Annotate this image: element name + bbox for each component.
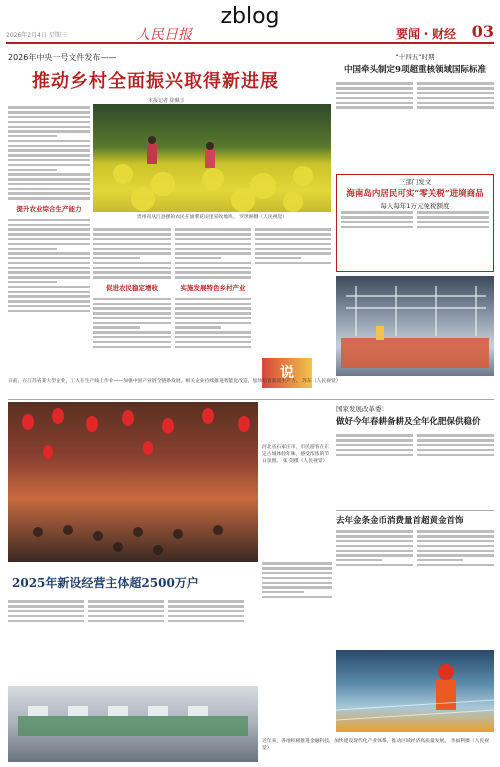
- greeked-text-line: [255, 228, 331, 230]
- greeked-text-line: [93, 262, 171, 264]
- greeked-text-line: [93, 252, 171, 254]
- factory-illustration: [336, 276, 494, 376]
- greeked-text-line: [8, 228, 90, 230]
- greeked-text-line: [255, 252, 331, 254]
- greeked-text-line: [417, 106, 494, 108]
- greeked-text-line: [417, 545, 494, 547]
- greeked-text-line: [175, 346, 251, 348]
- dateline: 2026年2月4日 星期三: [6, 32, 67, 39]
- greeked-text-line: [417, 550, 494, 552]
- story1-photo-caption: 贵州省从江县摆的农民在油菜花田里采收地块。 罗世洲摄（人民视觉）: [136, 215, 288, 220]
- greeked-text-line: [175, 228, 251, 230]
- greeked-text-line: [417, 449, 494, 451]
- greeked-text-line: [8, 252, 90, 254]
- production-line-illustration: [8, 686, 258, 762]
- greeked-text-line: [8, 188, 90, 190]
- greeked-text-line: [88, 620, 164, 622]
- story5-text-col1: [336, 432, 413, 506]
- greeked-text-line: [8, 267, 90, 269]
- greeked-text-line: [175, 252, 251, 254]
- story6-text-col1: [336, 528, 413, 646]
- story7-worker-photo: [336, 650, 494, 732]
- greeked-text-line: [175, 276, 251, 278]
- greeked-text-line: [417, 97, 494, 99]
- greeked-text-line: [262, 582, 332, 584]
- story4-headline: 2025年新设经营主体超2500万户: [12, 576, 199, 590]
- greeked-text-line: [8, 169, 57, 171]
- greeked-text-line: [93, 248, 171, 250]
- greeked-text-line: [175, 326, 221, 328]
- story4-photo: [336, 276, 494, 376]
- greeked-text-line: [88, 615, 164, 617]
- greeked-text-line: [93, 331, 171, 333]
- greeked-text-line: [262, 567, 332, 569]
- story5-headline: 做好今年春耕备耕及全年化肥保供稳价: [336, 417, 481, 427]
- greeked-text-line: [8, 300, 90, 302]
- story3-headline: 海南岛内居民可实“零关税”进境商品: [346, 189, 484, 199]
- story1-text-col1: [8, 104, 90, 396]
- story1-subhead-2: 促进农民稳定增收: [106, 283, 158, 292]
- greeked-text-line: [255, 248, 331, 250]
- greeked-text-line: [8, 610, 84, 612]
- greeked-text-line: [336, 92, 413, 94]
- greeked-text-line: [93, 298, 171, 300]
- story3-deck: 每人每年1万元免税额度: [380, 202, 450, 210]
- greeked-text-line: [8, 233, 90, 235]
- greeked-text-line: [175, 267, 251, 269]
- greeked-text-line: [175, 341, 251, 343]
- greeked-text-line: [93, 326, 140, 328]
- greeked-text-line: [8, 116, 90, 118]
- greeked-text-line: [93, 257, 140, 259]
- greeked-text-line: [336, 540, 413, 542]
- story5-header: [336, 404, 494, 430]
- story1-header: [8, 52, 330, 104]
- greeked-text-line: [336, 87, 413, 89]
- greeked-text-line: [93, 341, 171, 343]
- banner-text: 说: [280, 365, 294, 381]
- greeked-text-line: [93, 322, 171, 324]
- greeked-text-line: [8, 281, 57, 283]
- greeked-text-line: [93, 303, 171, 305]
- greeked-text-line: [8, 164, 90, 166]
- greeked-text-line: [93, 228, 171, 230]
- greeked-text-line: [8, 248, 57, 250]
- greeked-text-line: [8, 238, 90, 240]
- story2-text-col2: [417, 80, 494, 172]
- greeked-text-line: [417, 102, 494, 104]
- greeked-text-line: [175, 303, 251, 305]
- story4-text-col3: [168, 598, 244, 682]
- story2-headline: 中国牵头制定9项超重核领域国际标准: [344, 65, 486, 75]
- greeked-text-line: [8, 149, 90, 151]
- greeked-text-line: [417, 82, 494, 84]
- greeked-text-line: [8, 121, 90, 123]
- greeked-text-line: [175, 336, 251, 338]
- greeked-text-line: [417, 439, 494, 441]
- greeked-text-line: [8, 140, 90, 142]
- greeked-text-line: [8, 605, 84, 607]
- greeked-text-line: [8, 178, 90, 180]
- story6-header: [336, 510, 494, 526]
- story4-header: [12, 574, 252, 596]
- story6-headline: 去年金条金币消费量首超黄金首饰: [336, 516, 464, 526]
- greeked-text-line: [93, 346, 171, 348]
- greeked-text-line: [93, 336, 171, 338]
- greeked-text-line: [168, 615, 244, 617]
- greeked-text-line: [88, 610, 164, 612]
- story1-subhead-3: 实施发展特色乡村产业: [180, 283, 246, 292]
- lantern-street-illustration: [8, 402, 258, 562]
- greeked-text-line: [417, 530, 494, 532]
- greeked-text-line: [255, 262, 331, 264]
- greeked-text-line: [417, 559, 463, 561]
- story1-byline: 本报记者 徐佩玉: [148, 98, 185, 104]
- story3-text-col1: [341, 209, 413, 269]
- greeked-text-line: [417, 226, 489, 228]
- greeked-text-line: [417, 454, 494, 456]
- greeked-text-line: [93, 307, 171, 309]
- greeked-text-line: [341, 211, 413, 213]
- section-title: 要闻・财经: [395, 27, 456, 41]
- greeked-text-line: [175, 262, 251, 264]
- greeked-text-line: [168, 605, 244, 607]
- greeked-text-line: [93, 267, 171, 269]
- greeked-text-line: [8, 173, 90, 175]
- greeked-text-line: [88, 605, 164, 607]
- greeked-text-line: [8, 219, 90, 221]
- story5-kicker: 国家发展改革委：: [336, 405, 388, 413]
- greeked-text-line: [8, 145, 90, 147]
- greeked-text-line: [417, 444, 494, 446]
- greeked-text-line: [336, 564, 413, 566]
- greeked-text-line: [93, 312, 171, 314]
- greeked-text-line: [93, 276, 171, 278]
- greeked-text-line: [336, 444, 413, 446]
- greeked-text-line: [336, 434, 413, 436]
- greeked-text-line: [255, 233, 331, 235]
- greeked-text-line: [93, 243, 171, 245]
- greeked-text-line: [8, 183, 90, 185]
- greeked-text-line: [262, 586, 332, 588]
- story4-street-photo: [8, 402, 258, 562]
- greeked-text-line: [262, 596, 332, 598]
- greeked-text-line: [8, 600, 84, 602]
- greeked-text-line: [8, 271, 90, 273]
- story3-text-col2: [417, 209, 489, 269]
- story1-text-col4: [255, 226, 331, 354]
- greeked-text-line: [341, 216, 413, 218]
- rapeseed-field-illustration: [93, 104, 331, 212]
- greeked-text-line: [417, 554, 494, 556]
- greeked-text-line: [93, 271, 171, 273]
- worker-illustration: [336, 650, 494, 732]
- greeked-text-line: [175, 307, 251, 309]
- greeked-text-line: [8, 224, 90, 226]
- story4-photo-caption: 日前，在江苏省某大型企业，工人在生产线上作业——加强中国产业链全链条发展。相关企业持续推进智能化改造，加快培育新质生产力。 苏东（人民视觉）: [8, 378, 494, 400]
- greeked-text-line: [93, 238, 171, 240]
- greeked-text-line: [8, 106, 90, 108]
- greeked-text-line: [417, 221, 489, 223]
- greeked-text-line: [417, 92, 494, 94]
- greeked-text-line: [8, 130, 90, 132]
- greeked-text-line: [336, 559, 382, 561]
- greeked-text-line: [8, 257, 90, 259]
- greeked-text-line: [8, 262, 90, 264]
- greeked-text-line: [8, 310, 90, 312]
- greeked-text-line: [255, 257, 301, 259]
- greeked-text-line: [8, 111, 90, 113]
- greeked-text-line: [175, 298, 251, 300]
- greeked-text-line: [93, 317, 171, 319]
- greeked-text-line: [255, 243, 331, 245]
- greeked-text-line: [336, 439, 413, 441]
- greeked-text-line: [262, 577, 332, 579]
- greeked-text-line: [336, 530, 413, 532]
- greeked-text-line: [88, 600, 164, 602]
- greeked-text-line: [175, 322, 251, 324]
- greeked-text-line: [336, 554, 413, 556]
- greeked-text-line: [8, 126, 90, 128]
- greeked-text-line: [168, 610, 244, 612]
- greeked-text-line: [8, 305, 90, 307]
- story7-photo-caption: 近年来，各地积极推进金融科技，加快建设现代化产业体系，推动区域经济高质量发展。 李福利摄（人民视觉）: [262, 739, 489, 751]
- greeked-text-line: [175, 243, 251, 245]
- newspaper-logo: 人民日报: [136, 27, 192, 43]
- greeked-text-line: [336, 102, 413, 104]
- greeked-text-line: [8, 276, 90, 278]
- story2-kicker: “十四五”时期: [395, 53, 435, 61]
- page-number: 03: [471, 22, 494, 41]
- greeked-text-line: [8, 197, 90, 199]
- greeked-text-line: [417, 87, 494, 89]
- story1-photo: [93, 104, 331, 212]
- greeked-text-line: [8, 192, 90, 194]
- greeked-text-line: [93, 233, 171, 235]
- story4-side-caption: 河北省石家庄市，市民游客在正定古城体验年味，感受浓浓的节日氛围。 张 剑摄（人民视觉）: [262, 445, 330, 464]
- greeked-text-line: [417, 211, 489, 213]
- story3-box: [336, 174, 494, 272]
- greeked-text-line: [262, 591, 304, 593]
- greeked-text-line: [336, 449, 413, 451]
- greeked-text-line: [8, 620, 84, 622]
- greeked-text-line: [336, 550, 413, 552]
- greeked-text-line: [417, 535, 494, 537]
- greeked-text-line: [336, 454, 413, 456]
- greeked-text-line: [175, 317, 251, 319]
- story1-text-col3: [175, 226, 251, 386]
- story1-text-col2: [93, 226, 171, 386]
- greeked-text-line: [175, 331, 251, 333]
- story1-kicker: 2026年中央一号文件发布——: [8, 53, 117, 62]
- greeked-text-line: [336, 545, 413, 547]
- greeked-text-line: [8, 286, 90, 288]
- story1-subhead-1: 提升农业综合生产能力: [16, 204, 82, 213]
- greeked-text-line: [341, 221, 413, 223]
- story4-text-col1: [8, 598, 84, 682]
- greeked-text-line: [175, 271, 251, 273]
- greeked-text-line: [336, 106, 413, 108]
- greeked-text-line: [417, 216, 489, 218]
- greeked-text-line: [175, 312, 251, 314]
- story5-text-col2: [417, 432, 494, 506]
- greeked-text-line: [336, 535, 413, 537]
- greeked-text-line: [336, 97, 413, 99]
- greeked-text-line: [255, 238, 331, 240]
- greeked-text-line: [341, 226, 413, 228]
- story2-text-col1: [336, 80, 413, 172]
- greeked-text-line: [8, 154, 90, 156]
- greeked-text-line: [336, 82, 413, 84]
- story1-headline: 推动乡村全面振兴取得新进展: [32, 71, 279, 92]
- greeked-text-line: [417, 540, 494, 542]
- story4-text-col2: [88, 598, 164, 682]
- watermark: zblog: [220, 4, 280, 29]
- story6-text-col2: [417, 528, 494, 646]
- greeked-text-line: [8, 135, 57, 137]
- greeked-text-line: [417, 434, 494, 436]
- greeked-text-line: [175, 248, 251, 250]
- greeked-text-line: [168, 600, 244, 602]
- greeked-text-line: [175, 257, 221, 259]
- story4-text-col4: [262, 560, 332, 684]
- greeked-text-line: [8, 159, 90, 161]
- greeked-text-line: [175, 233, 251, 235]
- greeked-text-line: [8, 295, 90, 297]
- greeked-text-line: [168, 620, 244, 622]
- greeked-text-line: [262, 562, 332, 564]
- greeked-text-line: [262, 572, 332, 574]
- greeked-text-line: [417, 564, 494, 566]
- story7-photo: [8, 686, 258, 762]
- story2-header: [336, 52, 494, 78]
- greeked-text-line: [8, 291, 90, 293]
- greeked-text-line: [8, 615, 84, 617]
- greeked-text-line: [8, 243, 90, 245]
- greeked-text-line: [175, 238, 251, 240]
- story3-kicker: 三部门发文: [398, 178, 432, 186]
